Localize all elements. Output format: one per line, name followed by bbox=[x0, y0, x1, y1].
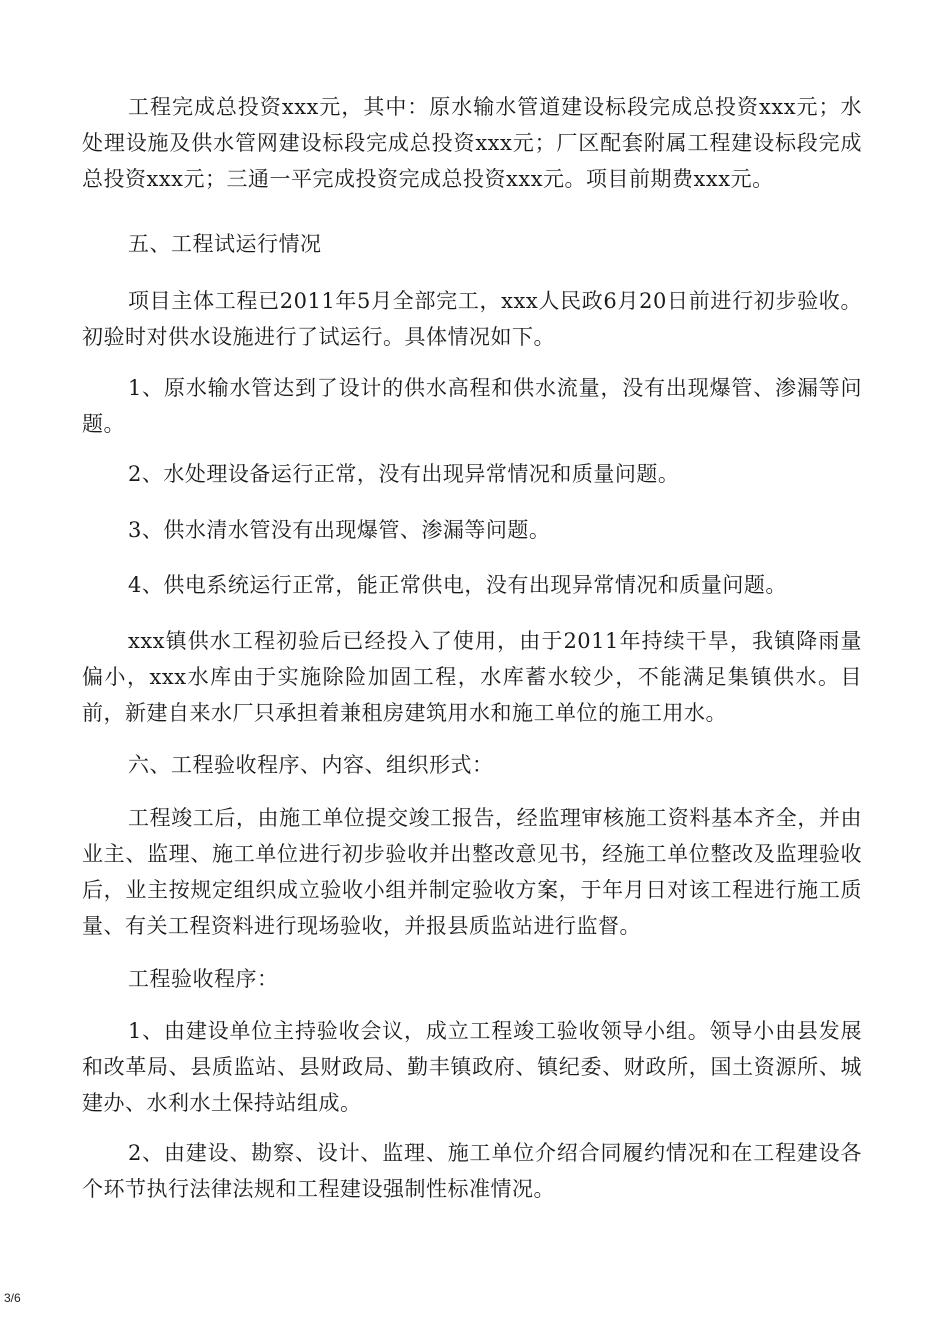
heading-acceptance-steps: 工程验收程序： bbox=[128, 967, 279, 991]
list-item-acceptance-2: 2、由建设、勘察、设计、监理、施工单位介绍合同履约情况和在工程建设各个环节执行法律法规和工程建设强制性标准情况。 bbox=[82, 1141, 862, 1201]
list-item-trial-1: 1、原水输水管达到了设计的供水高程和供水流量，没有出现爆管、渗漏等问题。 bbox=[82, 376, 862, 436]
heading-acceptance-procedure: 六、工程验收程序、内容、组织形式： bbox=[128, 753, 494, 777]
page-number: 3/6 bbox=[4, 1291, 21, 1305]
paragraph-investment: 工程完成总投资xxx元，其中：原水输水管道建设标段完成总投资xxx元；水处理设施及供水管网建设标段完成总投资xxx元；厂区配套附属工程建设标段完成总投资xxx元；三通一平完成投资完成总投资xxx元。项目前期费xxx元。 bbox=[82, 95, 862, 191]
list-item-trial-2: 2、水处理设备运行正常，没有出现异常情况和质量问题。 bbox=[128, 462, 680, 486]
list-item-trial-4: 4、供电系统运行正常，能正常供电，没有出现异常情况和质量问题。 bbox=[128, 573, 787, 597]
paragraph-drought: xxx镇供水工程初验后已经投入了使用，由于2011年持续干旱，我镇降雨量偏小，xxx水库由于实施除险加固工程，水库蓄水较少，不能满足集镇供水。目前，新建自来水厂只承担着兼租房建筑用水和施工单位的施工用水。 bbox=[82, 629, 862, 725]
paragraph-acceptance-process: 工程竣工后，由施工单位提交竣工报告，经监理审核施工资料基本齐全，并由业主、监理、施工单位进行初步验收并出整改意见书，经施工单位整改及监理验收后，业主按规定组织成立验收小组并制定验收方案，于年月日对该工程进行施工质量、有关工程资料进行现场验收，并报县质监站进行监督。 bbox=[82, 806, 862, 938]
list-item-acceptance-1: 1、由建设单位主持验收会议，成立工程竣工验收领导小组。领导小由县发展和改革局、县质监站、县财政局、勤丰镇政府、镇纪委、财政所，国土资源所、城建办、水利水土保持站组成。 bbox=[82, 1019, 862, 1115]
heading-trial-operation: 五、工程试运行情况 bbox=[128, 232, 322, 256]
list-item-trial-3: 3、供水清水管没有出现爆管、渗漏等问题。 bbox=[128, 518, 551, 542]
paragraph-trial-intro: 项目主体工程已2011年5月全部完工，xxx人民政6月20日前进行初步验收。初验时对供水设施进行了试运行。具体情况如下。 bbox=[82, 289, 862, 349]
